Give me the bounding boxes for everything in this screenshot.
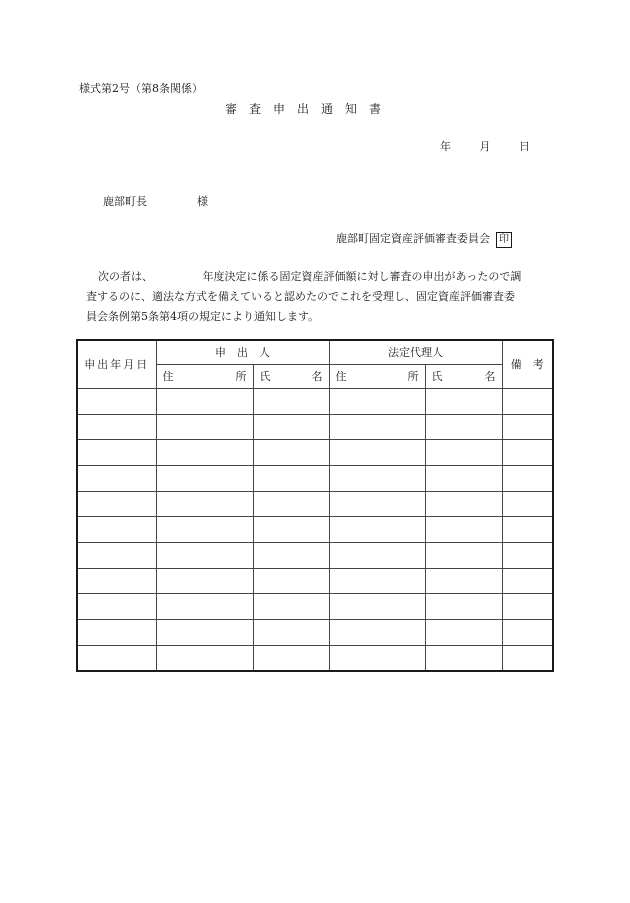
table-cell[interactable] xyxy=(502,465,553,491)
name-char-1: 氏 xyxy=(259,370,271,384)
table-row xyxy=(77,645,553,671)
table-cell[interactable] xyxy=(156,465,253,491)
table-row xyxy=(77,542,553,568)
addressee-honorific: 様 xyxy=(197,195,208,208)
table-cell[interactable] xyxy=(156,440,253,466)
table-cell[interactable] xyxy=(253,388,329,414)
date-line xyxy=(440,138,530,154)
address-char-2: 所 xyxy=(235,370,247,384)
table-cell[interactable] xyxy=(329,645,425,671)
table-cell[interactable] xyxy=(329,465,425,491)
table-cell[interactable] xyxy=(253,491,329,517)
table-cell[interactable] xyxy=(425,568,502,594)
table-cell[interactable] xyxy=(329,388,425,414)
table-cell[interactable] xyxy=(77,414,156,440)
body-line-2: 査するのに、適法な方式を備えていると認めたのでこれを受理し、固定資産評価審査委 xyxy=(86,290,515,303)
table-cell[interactable] xyxy=(329,568,425,594)
application-table xyxy=(76,339,554,672)
table-cell[interactable] xyxy=(253,440,329,466)
table-cell[interactable] xyxy=(329,594,425,620)
table-cell[interactable] xyxy=(502,414,553,440)
applicant-address-header xyxy=(156,364,253,388)
table-row xyxy=(77,620,553,646)
col-remarks: 備 考 xyxy=(502,340,553,388)
table-cell[interactable] xyxy=(425,388,502,414)
table-cell[interactable] xyxy=(425,594,502,620)
table-cell[interactable] xyxy=(502,645,553,671)
month-label: 月 xyxy=(479,140,491,153)
table-cell[interactable] xyxy=(77,620,156,646)
table-row xyxy=(77,594,553,620)
table-cell[interactable] xyxy=(156,517,253,543)
name-char-2: 名 xyxy=(311,370,323,384)
col-application-date: 申出年月日 xyxy=(77,340,156,388)
table-cell[interactable] xyxy=(502,440,553,466)
table-cell[interactable] xyxy=(425,414,502,440)
table-cell[interactable] xyxy=(253,568,329,594)
table-cell[interactable] xyxy=(329,620,425,646)
agent-name-header xyxy=(425,364,502,388)
table-cell[interactable] xyxy=(77,440,156,466)
document-title: 審査申出通知書 xyxy=(225,102,394,116)
table-cell[interactable] xyxy=(425,542,502,568)
body-line-1: 次の者は、 年度決定に係る固定資産評価額に対し審査の申出があったので調 xyxy=(98,270,522,283)
table-cell[interactable] xyxy=(253,542,329,568)
name-char-1: 氏 xyxy=(431,370,443,384)
table-cell[interactable] xyxy=(156,568,253,594)
table-row xyxy=(77,388,553,414)
table-cell[interactable] xyxy=(253,645,329,671)
table-row xyxy=(77,414,553,440)
col-applicant: 申 出 人 xyxy=(156,340,329,364)
table-cell[interactable] xyxy=(502,568,553,594)
table-cell[interactable] xyxy=(425,440,502,466)
seal-mark: 印 xyxy=(496,232,512,248)
applicant-name-header xyxy=(253,364,329,388)
table-row xyxy=(77,465,553,491)
address-char-1: 住 xyxy=(335,370,347,384)
form-number: 様式第2号（第8条関係） xyxy=(79,82,203,95)
table-cell[interactable] xyxy=(425,517,502,543)
addressee-name: 鹿部町長 xyxy=(103,195,147,208)
table-body xyxy=(77,388,553,671)
table-cell[interactable] xyxy=(77,491,156,517)
table-cell[interactable] xyxy=(77,568,156,594)
agent-address-header xyxy=(329,364,425,388)
table-cell[interactable] xyxy=(329,542,425,568)
table-cell[interactable] xyxy=(156,594,253,620)
table-cell[interactable] xyxy=(329,491,425,517)
table-cell[interactable] xyxy=(502,542,553,568)
sender-name: 鹿部町固定資産評価審査委員会 xyxy=(336,232,490,245)
table-cell[interactable] xyxy=(156,491,253,517)
name-char-2: 名 xyxy=(484,370,496,384)
year-label: 年 xyxy=(440,140,451,153)
table-cell[interactable] xyxy=(425,465,502,491)
day-label: 日 xyxy=(519,140,530,153)
table-cell[interactable] xyxy=(77,542,156,568)
table-cell[interactable] xyxy=(77,645,156,671)
table-row xyxy=(77,491,553,517)
table-row xyxy=(77,517,553,543)
table-cell[interactable] xyxy=(502,491,553,517)
body-line-3: 員会条例第5条第4項の規定により通知します。 xyxy=(86,310,320,323)
table-cell[interactable] xyxy=(77,594,156,620)
table-cell[interactable] xyxy=(502,594,553,620)
addressee xyxy=(103,193,208,209)
sender xyxy=(336,230,512,248)
table-cell[interactable] xyxy=(329,440,425,466)
table-cell[interactable] xyxy=(156,414,253,440)
table-cell[interactable] xyxy=(253,414,329,440)
table-cell[interactable] xyxy=(502,388,553,414)
table-row xyxy=(77,440,553,466)
table-cell[interactable] xyxy=(77,388,156,414)
table-cell[interactable] xyxy=(329,414,425,440)
address-char-1: 住 xyxy=(162,370,174,384)
table-cell[interactable] xyxy=(253,620,329,646)
address-char-2: 所 xyxy=(407,370,419,384)
col-legal-agent: 法定代理人 xyxy=(329,340,502,364)
table-cell[interactable] xyxy=(253,465,329,491)
table-cell[interactable] xyxy=(329,517,425,543)
table-cell[interactable] xyxy=(425,620,502,646)
table-cell[interactable] xyxy=(156,620,253,646)
table-cell[interactable] xyxy=(502,517,553,543)
table-cell[interactable] xyxy=(425,645,502,671)
table-cell[interactable] xyxy=(502,620,553,646)
table-cell[interactable] xyxy=(253,517,329,543)
table-cell[interactable] xyxy=(425,491,502,517)
table-cell[interactable] xyxy=(156,388,253,414)
table-cell[interactable] xyxy=(253,594,329,620)
table-cell[interactable] xyxy=(77,465,156,491)
body-text xyxy=(86,267,556,327)
table-cell[interactable] xyxy=(77,517,156,543)
table-cell[interactable] xyxy=(156,645,253,671)
table-cell[interactable] xyxy=(156,542,253,568)
table-row xyxy=(77,568,553,594)
